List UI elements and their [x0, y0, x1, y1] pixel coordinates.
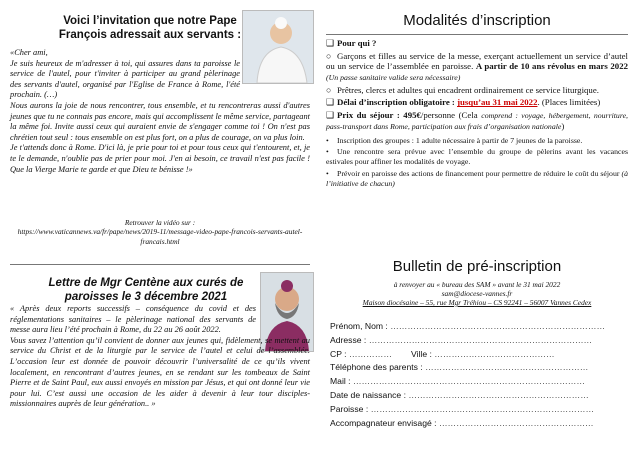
letter-paragraph: Je suis heureux de m'adresser à toi, qui assures dans ta paroisse le service de l'autel, pour t'inviter à participer au grand pèlerinage des servants d'autel, organisé par l'Eglise de France à Rome, l'été prochain. (…): [10, 58, 240, 100]
letter-paragraph: Nous aurons la joie de nous rencontrer, tous ensemble, et tu rencontreras aussi d'autres jeunes que tu ne connais pas encore, mais qui accomplissent le même service, partageant la même foi. Invite aussi ceux qui auraient envie de s'engager comme toi ! On n'est pas chrétien tout seul : tous ensemble on est plus fort, on a plus de courage, on va plus loin.: [10, 100, 310, 142]
groupes-item: • Inscription des groupes : 1 adulte nécessaire à partir de 7 jeunes de la paroisse.: [326, 135, 583, 145]
letter-greeting: «Cher ami,: [10, 48, 48, 57]
telephone-field[interactable]: Téléphone des parents : …………………………………………………: [330, 362, 589, 373]
video-reference: [10, 218, 310, 246]
pour-qui-jeunes: ○ Garçons et filles au service de la messe, exerçant actuellement un service d’autel ou un service de l’assemblée en paroisse. A partir de 10 ans révolus en mars 2022 (Un passe sanitaire valide sera nécessaire): [326, 50, 628, 82]
letter-paragraph: « Après deux reports successifs – conséquence du covid et des réglementations sanitaires – le pèlerinage national des servants de messe aura lieu l’été prochain à Rome, du 22 au 26 août 2022.: [10, 304, 256, 335]
preinscription-form: [330, 320, 626, 430]
bulletin-email[interactable]: sam@diocese-vannes.fr: [441, 289, 513, 298]
prix-label: Prix du séjour :: [337, 109, 404, 120]
naissance-field[interactable]: Date de naissance : ………………………………………………………: [330, 389, 589, 400]
video-label: Retrouver la vidéo sur :: [124, 218, 196, 227]
bulletin-title: Bulletin de pré-inscription: [392, 258, 562, 275]
dot-bullet-icon: •: [326, 135, 329, 145]
letter-paragraph: Vous savez l’attention qu’il convient de donner aux jeunes qui, fidèlement, se mettent au service du Christ et de la liturgie par le service de l’autel et celui de l’assemblée. L’occasion leur est donnée de pouvoir découvrir l’universalité de ce qu’ils vivent localement, en rencontrant d’autres jeunes, en se rendant sur les tombeaux de Saint Pierre et de Saint Paul, eux aussi envoyés en mission par Jésus, et qui ont donné leur vie pour lui. C’est aussi une occasion de les aider à devenir à leur tour disciples-missionnaires auprès de leur génération.. »: [10, 335, 310, 409]
right-column: [326, 8, 628, 448]
title-underline: [326, 34, 628, 35]
invitation-letter: [10, 48, 310, 175]
bulletin-instructions: [326, 280, 628, 307]
square-bullet-icon: ❑: [326, 109, 334, 120]
letter-title: Lettre de Mgr Centène aux curés de paroisses le 3 décembre 2021: [48, 277, 244, 303]
paroisse-field[interactable]: Paroisse : ……………………………………………………………………: [330, 403, 595, 414]
rencontre-item: • Une rencontre sera prévue avec l’ensemble du groupe de pèlerins avant les vacances estivales pour affiner les modalités de voyage.: [326, 147, 628, 167]
age-requirement: A partir de 10 ans révolus en mars 2022: [475, 61, 628, 72]
square-bullet-icon: ❑: [326, 38, 334, 48]
dot-bullet-icon: •: [326, 168, 329, 178]
delai-date: jusqu’au 31 mai 2022: [457, 97, 538, 108]
adresse-field[interactable]: Adresse : ……………………………………………………………………: [330, 334, 593, 345]
pour-qui-item: [326, 38, 628, 49]
prix-item: ❑ Prix du séjour : 495€/personne (Cela comprend : voyage, hébergement, nourriture, pass-transport dans Rome, participation aux frais d’organisation nationale): [326, 109, 628, 131]
section-divider: [10, 264, 310, 265]
video-url[interactable]: https://www.vaticannews.va/fr/pape/news/2019-11/message-video-pape-francois-servants-autel-francais.html: [17, 227, 303, 246]
cp-ville-field[interactable]: CP : …………… Ville : ……………………………………: [330, 348, 555, 359]
circle-bullet-icon: ○: [326, 50, 332, 61]
bishop-letter: [10, 304, 310, 410]
modalites-list: [326, 38, 628, 191]
bulletin-address: Maison diocésaine – 55, rue Mgr Tréhiou – CS 92241 – 56007 Vannes Cedex: [362, 298, 592, 307]
prenom-nom-field[interactable]: Prénom, Nom : …………………………………………………………………: [330, 321, 606, 331]
square-bullet-icon: ❑: [326, 97, 334, 108]
delai-label: Délai d’inscription obligatoire :: [337, 97, 458, 108]
accompagnateur-field[interactable]: Accompagnateur envisagé : ………………………………………………: [330, 417, 594, 428]
modalites-title: Modalités d’inscription: [403, 12, 551, 29]
prix-value: 495€: [403, 109, 421, 120]
left-column: [10, 8, 310, 448]
delai-item: ❑ Délai d’inscription obligatoire : jusqu’au 31 mai 2022. (Places limitées): [326, 97, 601, 108]
bulletin-deadline: à renvoyer au « bureau des SAM » avant le 31 mai 2022: [393, 280, 561, 289]
financement-item: • Prévoir en paroisse des actions de financement pour permettre de réduire le coût du séjour (à l’initiative de chacun): [326, 168, 628, 188]
mail-field[interactable]: Mail : ………………………………………………………………………: [330, 376, 585, 387]
dot-bullet-icon: •: [326, 147, 329, 157]
circle-bullet-icon: ○: [326, 84, 332, 95]
pour-qui-adultes: ○ Prêtres, clercs et adultes qui encadrent ordinairement ce service liturgique.: [326, 84, 599, 95]
prix-details: comprend : voyage, hébergement, nourriture, pass-transport dans Rome, participation aux frais d’organisation nationale: [326, 110, 628, 131]
pour-qui-label: Pour qui ?: [337, 38, 377, 48]
letter-paragraph: Je t'attends donc à Rome. D'ici là, je prie pour toi et pour tous ceux qui t'entourent, et, je te le demande, n'oublie pas de prier pour moi. J'en ai besoin, ce travail n'est pas facile ! Que la Vierge Marie te garde et que Dieu te bénisse !»: [10, 143, 310, 174]
invitation-title: Voici l’invitation que notre Pape François adressait aux servants :: [58, 15, 242, 41]
pass-note: (Un passe sanitaire valide sera nécessaire): [326, 72, 461, 82]
